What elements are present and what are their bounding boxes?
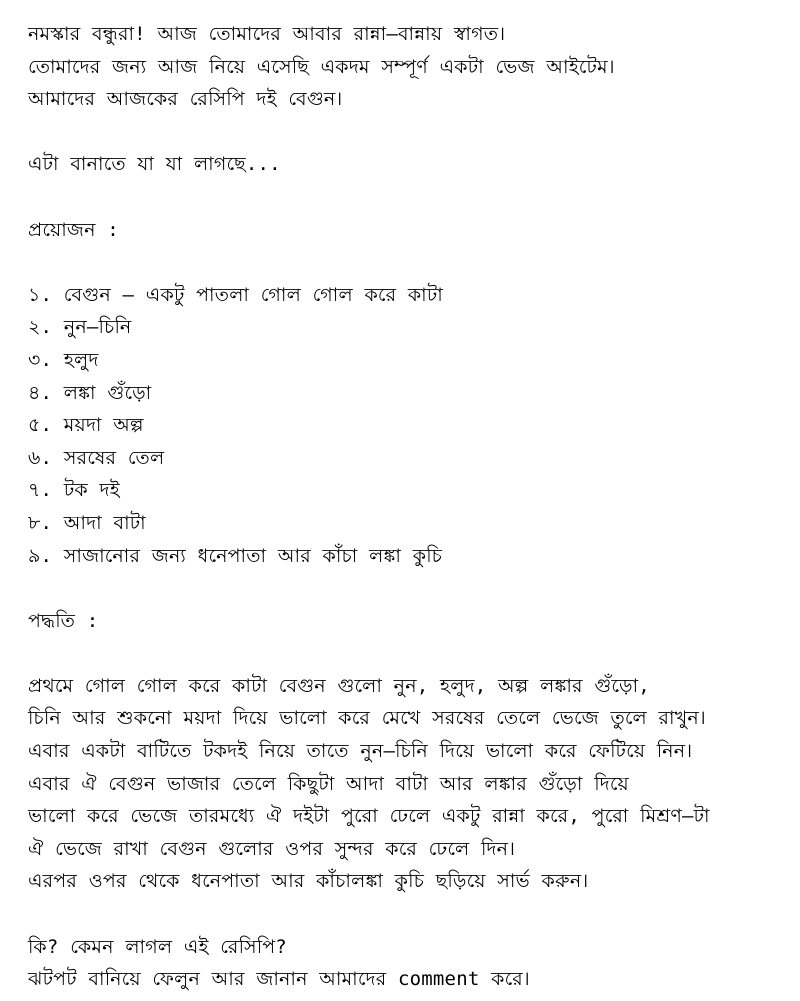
ingredients-list — [28, 279, 788, 572]
spacer — [28, 637, 788, 670]
ingredient-item: ২. নুন–চিনি — [28, 316, 132, 339]
recipe-document — [28, 18, 788, 996]
intro-line: তোমাদের জন্য আজ নিয়ে এসেছি একদম সম্পূর্ণ একটা ভেজ আইটেম। — [28, 55, 615, 78]
ingredient-item: ৮. আদা বাটা — [28, 511, 146, 534]
ingredient-item: ৫. ময়দা অল্প — [28, 414, 144, 437]
ingredient-item: ৭. টক দই — [28, 479, 120, 502]
ingredient-item: ৬. সরষের তেল — [28, 446, 165, 469]
intro-section — [28, 18, 788, 116]
method-line: এবার ঐ বেগুন ভাজার তেলে কিছুটা আদা বাটা আর লঙ্কার গুঁড়ো দিয়ে — [28, 772, 629, 795]
intro-line: নমস্কার বন্ধুরা! আজ তোমাদের আবার রান্না–বান্নায় স্বাগত। — [28, 23, 506, 45]
spacer — [28, 898, 788, 931]
method-section — [28, 670, 788, 898]
method-line: চিনি আর শুকনো ময়দা দিয়ে ভালো করে মেখে সরষের তেলে ভেজে তুলে রাখুন। — [28, 707, 706, 730]
ingredient-item: ৪. লঙ্কা গুঁড়ো — [28, 381, 152, 404]
ingredient-item: ৯. সাজানোর জন্য ধনেপাতা আর কাঁচা লঙ্কা কুচি — [28, 544, 443, 567]
spacer — [28, 572, 788, 605]
method-line: ঐ ভেজে রাখা বেগুন গুলোর ওপর সুন্দর করে ঢেলে দিন। — [28, 837, 516, 860]
spacer — [28, 246, 788, 279]
outro-line: কি? কেমন লাগল এই রেসিপি? — [28, 935, 287, 958]
outro-section — [28, 931, 788, 996]
spacer — [28, 116, 788, 149]
spacer — [28, 181, 788, 214]
need-line: এটা বানাতে যা যা লাগছে... — [28, 153, 281, 176]
ingredient-item: ১. বেগুন – একটু পাতলা গোল গোল করে কাটা — [28, 283, 443, 306]
intro-line: আমাদের আজকের রেসিপি দই বেগুন। — [28, 88, 343, 111]
ingredient-item: ৩. হলুদ — [28, 348, 99, 371]
ingredients-heading: প্রয়োজন : — [28, 218, 119, 241]
method-line: প্রথমে গোল গোল করে কাটা বেগুন গুলো নুন, হলুদ, অল্প লঙ্কার গুঁড়ো, — [28, 674, 650, 697]
method-line: ভালো করে ভেজে তারমধ্যে ঐ দইটা পুরো ঢেলে একটু রান্না করে, পুরো মিশ্রণ–টা — [28, 805, 710, 828]
method-line: এবার একটা বাটিতে টকদই নিয়ে তাতে নুন–চিনি দিয়ে ভালো করে ফেটিয়ে নিন। — [28, 740, 693, 763]
method-heading: পদ্ধতি : — [28, 609, 99, 632]
method-line: এরপর ওপর থেকে ধনেপাতা আর কাঁচালঙ্কা কুচি ছড়িয়ে সার্ভ করুন। — [28, 870, 589, 893]
outro-line: ঝটপট বানিয়ে ফেলুন আর জানান আমাদের comment করে। — [28, 968, 530, 991]
